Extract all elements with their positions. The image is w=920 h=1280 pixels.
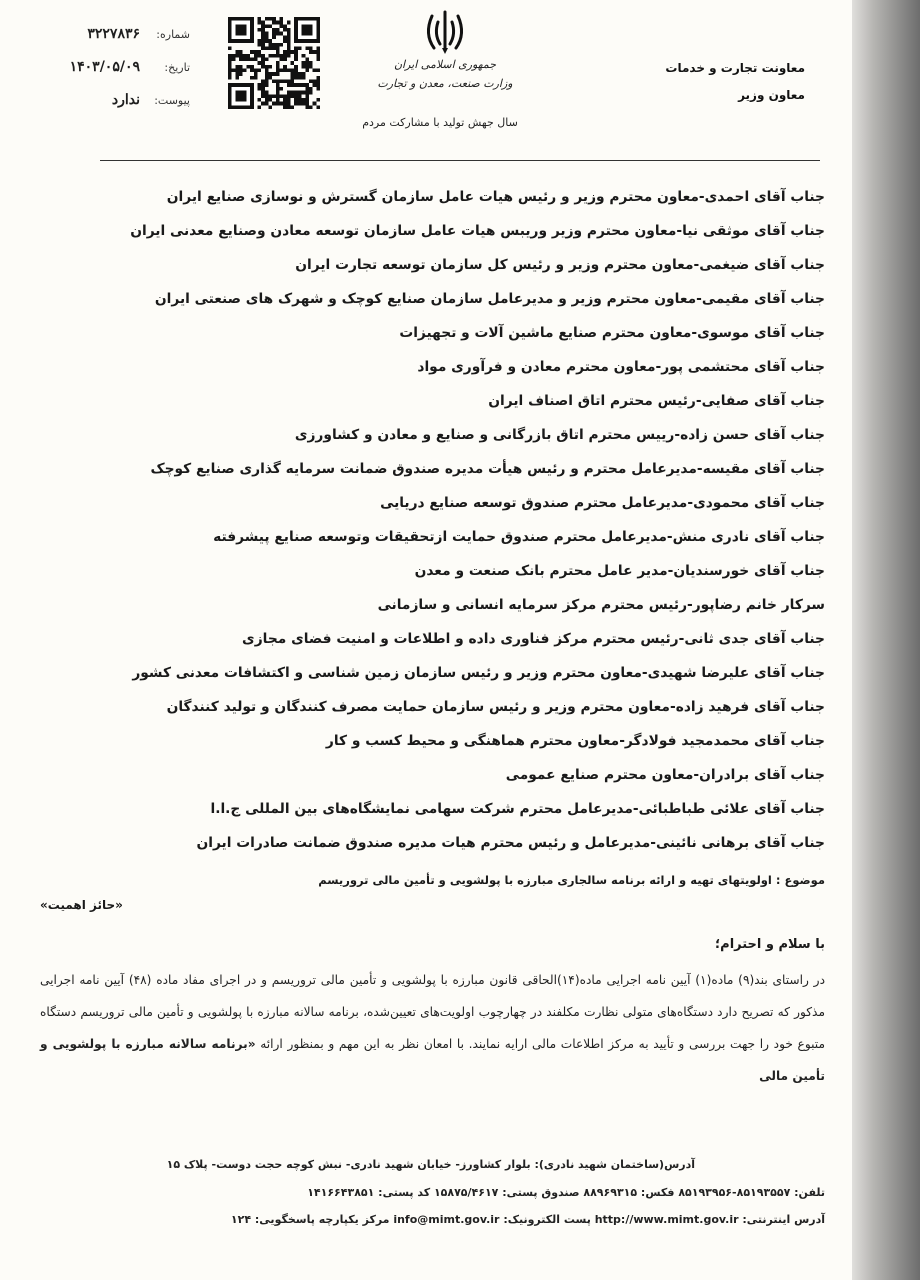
recipient-line: جناب آقای موثقی نیا-معاون محترم وزیر وریبس هیات عامل سازمان توسعه معادن وصنایع معدنی ایران bbox=[130, 223, 825, 239]
recipient-line: جناب آقای محمودی-مدیرعامل محترم صندوق توسعه صنایع دریایی bbox=[380, 495, 825, 511]
letter-subject: موضوع : اولویتهای تهیه و ارائه برنامه سالجاری مبارزه با پولشویی و تأمین مالی تروریسم bbox=[318, 873, 825, 887]
footer-web: آدرس اینترنتی: http://www.mimt.gov.ir پست الکترونیک: info@mimt.gov.ir مرکز یکپارچه پاسخگویی: ۱۲۴ bbox=[230, 1213, 825, 1226]
recipient-line: جناب آقای جدی ثانی-رئیس محترم مرکز فناوری داده و اطلاعات و امنیت فضای مجازی bbox=[242, 631, 825, 647]
body-text: در راستای بند(۹) ماده(۱) آیین نامه اجرایی ماده(۱۴)الحاقی قانون مبارزه با پولشویی و تأمین مالی تروریسم و در اجرای مفاد ماده (۴۸) آیین نامه اجرایی مذکور که تصریح دارد دستگاه‌های متولی نظارت مکلفند در چهارچوب اولویت‌های تعیین‌شده، برنامه سالانه مبارزه با پولشویی و تأمین مالی تروریسم دستگاه متبوع خود را جهت بررسی و تأیید به مرکز اطلاعات مالی ارایه نمایند. با امعان نظر به این مهم و بمنظور ارائه bbox=[40, 973, 825, 1051]
iran-emblem-icon bbox=[420, 8, 470, 58]
recipient-line: جناب آقای خورسندیان-مدیر عامل محترم بانک صنعت و معدن bbox=[414, 563, 825, 579]
republic-text: جمهوری اسلامی ایران bbox=[393, 58, 497, 71]
recipient-line: جناب آقای مقیمی-معاون محترم وزیر و مدیرعامل سازمان صنایع کوچک و شهرک های صنعتی ایران bbox=[154, 291, 825, 307]
recipient-line: جناب آقای نادری منش-مدیرعامل محترم صندوق حمایت ازتحقیقات وتوسعه صنایع پیشرفته bbox=[213, 529, 825, 545]
recipient-line: جناب آقای علیرضا شهیدی-معاون محترم وزیر و رئیس سازمان زمین شناسی و اکتشافات معدنی کشور bbox=[132, 665, 825, 681]
recipient-line: جناب آقای محمدمجید فولادگر-معاون محترم هماهنگی و محیط کسب و کار bbox=[325, 733, 825, 749]
footer-address: آدرس(ساختمان شهید نادری): بلوار کشاورز- خیابان شهید نادری- نبش کوچه حجت دوست- پلاک ۱۵ bbox=[166, 1158, 695, 1171]
letter-meta bbox=[60, 28, 200, 127]
recipient-line: جناب آقای علائی طباطبائی-مدیرعامل محترم شرکت سهامی نمایشگاه‌های بین المللی ج.ا.ا bbox=[210, 801, 825, 817]
ministry-name: وزارت صنعت، معدن و تجارت bbox=[377, 77, 513, 90]
recipient-line: جناب آقای ضیغمی-معاون محترم وزیر و رئیس کل سازمان توسعه تجارت ایران bbox=[295, 257, 825, 273]
date-value: ۱۴۰۳/۰۵/۰۹ bbox=[69, 59, 140, 75]
recipient-list bbox=[60, 180, 825, 860]
deputy-header bbox=[640, 55, 805, 109]
year-slogan: سال جهش تولید با مشارکت مردم bbox=[362, 116, 518, 129]
number-label: شماره: bbox=[156, 28, 190, 41]
letter-body bbox=[40, 964, 825, 1092]
greeting: با سلام و احترام؛ bbox=[714, 937, 825, 952]
body-bold-text: «برنامه سالانه مبارزه با پولشویی و تأمین مالی bbox=[40, 1037, 825, 1083]
header-divider bbox=[100, 160, 820, 161]
ministry-emblem-text bbox=[370, 55, 520, 93]
recipient-line: جناب آقای مقیسه-مدیرعامل محترم و رئیس هیأت مدیره صندوق ضمانت سرمایه گذاری صنایع کوچک bbox=[150, 461, 825, 477]
qr-code-icon bbox=[228, 17, 320, 109]
recipient-line: جناب آقای احمدی-معاون محترم وزیر و رئیس هیات عامل سازمان گسترش و نوسازی صنایع ایران bbox=[166, 189, 825, 205]
attachment-value: ندارد bbox=[111, 92, 140, 108]
deputy-title: معاون وزیر bbox=[738, 88, 805, 102]
footer-phones: تلفن: ۸۵۱۹۳۵۵۷-۸۵۱۹۳۹۵۶ فکس: ۸۸۹۶۹۳۱۵ صندوق پستی: ۱۵۸۷۵/۴۶۱۷ کد پستی: ۱۴۱۶۶۴۳۸۵۱ bbox=[307, 1186, 825, 1199]
number-value: ۳۲۲۷۸۳۶ bbox=[87, 26, 140, 42]
scan-edge-shadow bbox=[852, 0, 920, 1280]
recipient-line: جناب آقای برهانی نائینی-مدیرعامل و رئیس محترم هیات مدیره صندوق ضمانت صادرات ایران bbox=[196, 835, 825, 851]
importance-note: «حائز اهمیت» bbox=[40, 898, 123, 912]
recipient-line: جناب آقای حسن زاده-رییس محترم اتاق بازرگانی و صنایع و معادن و کشاورزی bbox=[294, 427, 825, 443]
deputy-office: معاونت تجارت و خدمات bbox=[665, 61, 805, 75]
recipient-line: جناب آقای برادران-معاون محترم صنایع عمومی bbox=[505, 767, 825, 783]
recipient-line: جناب آقای فرهید زاده-معاون محترم وزیر و رئیس سازمان حمایت مصرف کنندگان و تولید کنندگان bbox=[166, 699, 825, 715]
recipient-line: جناب آقای موسوی-معاون محترم صنایع ماشین آلات و تجهیزات bbox=[399, 325, 825, 341]
recipient-line: جناب آقای صفایی-رئیس محترم اتاق اصناف ایران bbox=[488, 393, 825, 409]
recipient-line: جناب آقای محتشمی پور-معاون محترم معادن و فرآوری مواد bbox=[417, 359, 825, 375]
recipient-line: سرکار خانم رضاپور-رئیس محترم مرکز سرمایه انسانی و سازمانی bbox=[377, 597, 825, 613]
date-label: تاریخ: bbox=[164, 61, 190, 74]
attachment-label: پیوست: bbox=[154, 94, 190, 107]
